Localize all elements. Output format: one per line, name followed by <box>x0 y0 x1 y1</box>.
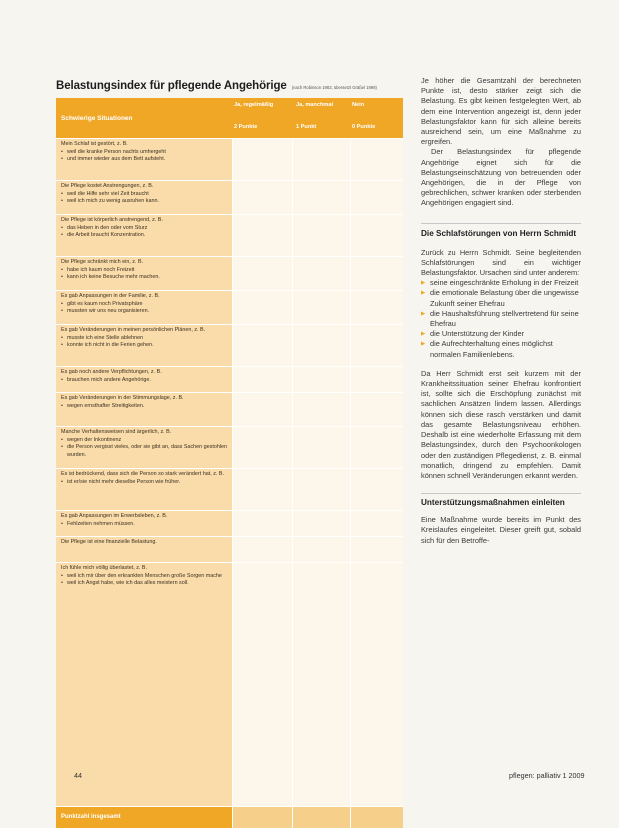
table-row <box>56 468 403 510</box>
answer-cell-regular[interactable] <box>232 427 292 468</box>
list-item: ▶ die Haushaltsführung stellvertretend für seine Ehefrau <box>421 309 581 329</box>
situation-heading: Es gab Anpassungen in der Familie, z. B. <box>61 293 160 299</box>
column-points: 1 Punkt <box>296 124 317 130</box>
answer-cell-sometimes[interactable] <box>292 563 350 806</box>
situation-example: • gibt es kaum noch Privatsphäre <box>61 301 228 309</box>
situation-text <box>56 215 232 256</box>
situation-heading: Es gab Anpassungen im Erwerbsleben, z. B. <box>61 513 168 519</box>
answer-cell-regular[interactable] <box>232 325 292 366</box>
answer-cell-regular[interactable] <box>232 563 292 806</box>
column-label: Ja, manchmal <box>296 102 333 108</box>
situation-text <box>56 511 232 536</box>
situation-example: • und immer wieder aus dem Bett aufsteht. <box>61 156 228 164</box>
source-note: (nach Robinson 1983, übersetzt Gräßel 1998) <box>291 85 377 90</box>
table-row <box>56 180 403 214</box>
answer-cell-no[interactable] <box>350 181 403 214</box>
header-label: Schwierige Situationen <box>61 115 133 122</box>
table-row <box>56 426 403 468</box>
answer-cell-sometimes[interactable] <box>292 325 350 366</box>
answer-cell-no[interactable] <box>350 393 403 426</box>
answer-cell-regular[interactable] <box>232 257 292 290</box>
answer-cell-no[interactable] <box>350 469 403 510</box>
situation-text <box>56 393 232 426</box>
table-row <box>56 324 403 366</box>
total-label: Punktzahl insgesamt <box>56 807 232 828</box>
answer-cell-regular[interactable] <box>232 511 292 536</box>
situation-example: • weil ich Angst habe, wie ich das alles meistern soll. <box>61 580 228 588</box>
answer-cell-sometimes[interactable] <box>292 367 350 392</box>
table-row <box>56 290 403 324</box>
situation-example: • die Arbeit braucht Konzentration. <box>61 232 228 240</box>
column-points: 2 Punkte <box>234 124 258 130</box>
table-row <box>56 392 403 426</box>
answer-cell-regular[interactable] <box>232 393 292 426</box>
column-label: Nein <box>352 102 365 108</box>
situation-paragraph: Da Herr Schmidt erst seit kurzem mit der Krankheitssituation seiner Ehefrau konfrontiert ist, sollte sich die Erschöpfung zunächst mit sachlichen Ansätzen lindern lassen. Allerdings können sich diese rasch verstärken und damit das gesamte Belastungsniveau erhöhen. Deshalb ist eine wiederholte Erfassung mit dem Belastungsindex, durch den Psychoonkologen oder den zuständigen Pflegedienst, z. B. einmal monatlich, dringend zu empfehlen. Damit können schnell Veränderungen erkannt werden. <box>421 368 581 480</box>
column-points: 0 Punkte <box>352 124 376 130</box>
situation-example: • mussten wir uns neu organisieren. <box>61 308 228 316</box>
situation-example: • weil ich mir über den erkrankten Menschen große Sorgen mache <box>61 573 228 581</box>
page-number: 44 <box>74 771 82 780</box>
column-label: Ja, regelmäßig <box>234 102 274 108</box>
situation-example: • die Person vergisst vieles, oder sie gibt an, dass Sachen gestohlen wurden. <box>61 444 228 459</box>
situation-example: • wegen ernsthafter Streitigkeiten. <box>61 403 228 411</box>
intro-paragraph-2: Der Belastungsindex für pflegende Angehörige eignet sich für die Belastungseinschätzung von betreuenden oder Angehörigen, die in der Pflege von gebrechlichen, schwer kranken oder sterbenden Angehörigen engagiert sind. <box>421 147 581 208</box>
article-text <box>421 76 581 546</box>
total-cell-no <box>350 807 403 828</box>
journal-issue: pflegen: palliativ 1 2009 <box>509 771 585 780</box>
table-row <box>56 536 403 562</box>
causes-list <box>421 278 581 360</box>
situation-heading: Ich fühle mich völlig überlastet, z. B. <box>61 565 147 571</box>
situation-example: • das Heben in den oder vom Sturz <box>61 225 228 233</box>
answer-cell-sometimes[interactable] <box>292 427 350 468</box>
total-cell-regular <box>232 807 292 828</box>
situation-example: • weil ich mich zu wenig ausruhen kann. <box>61 198 228 206</box>
situation-example: • musste ich eine Stelle ablehnen <box>61 335 228 343</box>
list-item: ▶ seine eingeschränkte Erholung in der Freizeit <box>421 278 581 288</box>
answer-cell-sometimes[interactable] <box>292 215 350 256</box>
answer-cell-no[interactable] <box>350 427 403 468</box>
situation-heading: Es gab noch andere Verpflichtungen, z. B. <box>61 369 162 375</box>
situation-heading: Die Pflege schränkt mich ein, z. B. <box>61 259 144 265</box>
list-item: ▶ die Aufrechterhaltung eines möglichst normalen Familienlebens. <box>421 339 581 359</box>
column-header-sometimes <box>296 101 348 130</box>
answer-cell-no[interactable] <box>350 215 403 256</box>
situation-heading: Die Pflege ist körperlich anstrengend, z. B. <box>61 217 163 223</box>
sleep-paragraph: Zurück zu Herrn Schmidt. Seine begleitenden Schlafstörungen sind ein wichtiger Belastungsfaktor. Ursachen sind unter anderem: <box>421 247 581 278</box>
burden-index-table <box>56 98 403 828</box>
answer-cell-regular[interactable] <box>232 367 292 392</box>
situation-heading: Manche Verhaltensweisen sind ärgerlich, z. B. <box>61 429 172 435</box>
answer-cell-sometimes[interactable] <box>292 139 350 180</box>
table-row <box>56 510 403 536</box>
answer-cell-sometimes[interactable] <box>292 291 350 324</box>
answer-cell-sometimes[interactable] <box>292 181 350 214</box>
table-header <box>56 98 403 138</box>
situation-text <box>56 563 232 806</box>
support-paragraph: Eine Maßnahme wurde bereits im Punkt des Kreislaufes eingeleitet. Dieser greift gut, sobald sich für den Betroffe- <box>421 515 581 545</box>
answer-cell-no[interactable] <box>350 511 403 536</box>
list-item: ▶ die emotionale Belastung über die ungewisse Zukunft seiner Ehefrau <box>421 288 581 308</box>
situation-example: • konnte ich nicht in die Ferien gehen. <box>61 342 228 350</box>
situation-example: • weil die kranke Person nachts umhergeht <box>61 149 228 157</box>
situation-example: • ist er/sie nicht mehr dieselbe Person wie früher. <box>61 479 228 487</box>
situation-heading: Es gab Veränderungen in meinen persönlichen Plänen, z. B. <box>61 327 206 333</box>
answer-cell-sometimes[interactable] <box>292 511 350 536</box>
total-row <box>56 806 403 828</box>
situation-example: • kann ich keine Besuche mehr machen. <box>61 274 228 282</box>
situation-text <box>56 257 232 290</box>
section-heading-support: Unterstützungsmaßnahmen einleiten <box>421 498 565 508</box>
page-title: Belastungsindex für pflegende Angehörige <box>56 80 287 92</box>
table-row <box>56 138 403 180</box>
answer-cell-sometimes[interactable] <box>292 537 350 562</box>
answer-cell-regular[interactable] <box>232 181 292 214</box>
total-cell-sometimes <box>292 807 350 828</box>
situation-example: • wegen der Inkontinenz <box>61 437 228 445</box>
answer-cell-regular[interactable] <box>232 291 292 324</box>
situation-text <box>56 367 232 392</box>
answer-cell-sometimes[interactable] <box>292 393 350 426</box>
list-item: ▶ die Unterstützung der Kinder <box>421 329 581 339</box>
answer-cell-no[interactable] <box>350 291 403 324</box>
answer-cell-regular[interactable] <box>232 537 292 562</box>
table-row <box>56 256 403 290</box>
answer-cell-sometimes[interactable] <box>292 257 350 290</box>
section-heading-sleep: Die Schlafstörungen von Herrn Schmidt <box>421 228 577 238</box>
table-row <box>56 366 403 392</box>
answer-cell-no[interactable] <box>350 563 403 806</box>
situation-heading: Es ist bedrückend, dass sich die Person so stark verändert hat, z. B. <box>61 471 224 477</box>
title-row <box>56 80 406 92</box>
answer-cell-regular[interactable] <box>232 215 292 256</box>
answer-cell-no[interactable] <box>350 139 403 180</box>
situation-text <box>56 181 232 214</box>
answer-cell-no[interactable] <box>350 367 403 392</box>
situation-text <box>56 469 232 510</box>
situation-heading: Es gab Veränderungen in der Stimmungslage, z. B. <box>61 395 184 401</box>
situation-example: • Fehlzeiten nehmen müssen. <box>61 521 228 529</box>
answer-cell-sometimes[interactable] <box>292 469 350 510</box>
situation-text <box>56 537 232 562</box>
answer-cell-no[interactable] <box>350 537 403 562</box>
situation-heading: Mein Schlaf ist gestört, z. B. <box>61 141 128 147</box>
table-row <box>56 562 403 806</box>
situation-heading: Die Pflege ist eine finanzielle Belastung. <box>61 539 157 545</box>
answer-cell-no[interactable] <box>350 325 403 366</box>
column-header-regular <box>234 101 290 130</box>
situation-example: • habe ich kaum noch Freizeit <box>61 267 228 275</box>
answer-cell-regular[interactable] <box>232 469 292 510</box>
situation-text <box>56 139 232 180</box>
answer-cell-no[interactable] <box>350 257 403 290</box>
situation-heading: Die Pflege kostet Anstrengungen, z. B. <box>61 183 154 189</box>
situation-text <box>56 291 232 324</box>
answer-cell-regular[interactable] <box>232 139 292 180</box>
situation-text <box>56 427 232 468</box>
table-row <box>56 214 403 256</box>
situation-example: • brauchen mich andere Angehörige. <box>61 377 228 385</box>
column-header-no <box>352 101 400 130</box>
situation-example: • weil die Hilfe sehr viel Zeit braucht <box>61 191 228 199</box>
intro-paragraph: Je höher die Gesamtzahl der berechneten Punkte ist, desto stärker zeigt sich die Belastung. Es gibt keinen festgelegten Wert, ab dem eine Intervention angezeigt ist, denn jeder Belastungsfaktor kann für sich alleine bereits ausreichend sein, um eine Maßnahme zu ergreifen. <box>421 76 581 147</box>
situation-text <box>56 325 232 366</box>
